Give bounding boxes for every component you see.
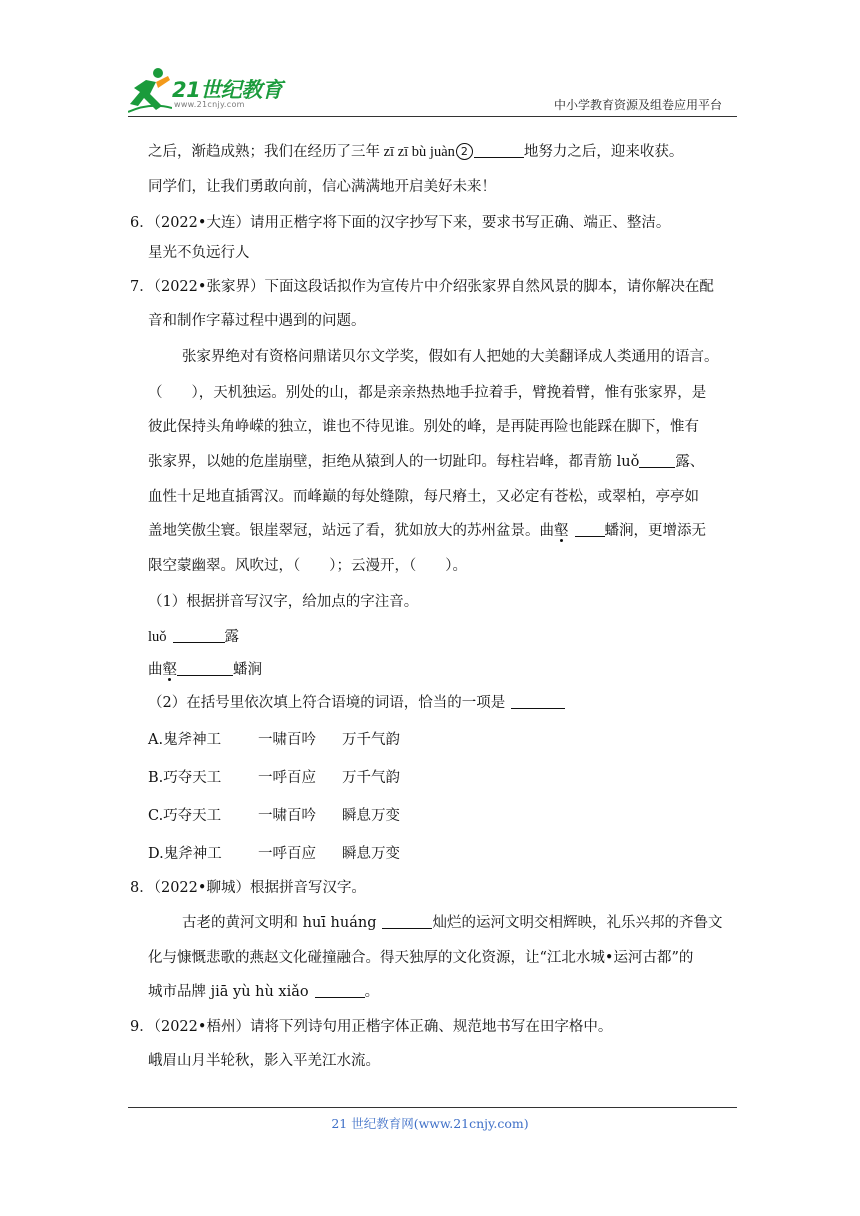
fill-blank[interactable] [474, 141, 524, 158]
answer-line: luǒ 露 [148, 625, 239, 649]
circled-number: 2 [456, 143, 473, 160]
paragraph-line: 之后，渐趋成熟；我们在经历了三年 zī zī bù juàn 2 地努力之后，迎来收获。 [148, 140, 683, 164]
footer-link[interactable]: 21 世纪教育网(www.21cnjy.com) [331, 1116, 529, 1131]
footer-divider [128, 1107, 737, 1108]
passage-line: 城市品牌 jiā yù hù xiǎo 。 [148, 980, 379, 1004]
header-divider [128, 116, 737, 117]
copy-sentence: 峨眉山月半轮秋，影入平羌江水流。 [148, 1053, 380, 1069]
logo [128, 66, 288, 116]
option-d[interactable]: D.鬼斧神工 一呼百应 瞬息万变 [148, 846, 400, 862]
sub-question-1: （1）根据拼音写汉字，给加点的字注音。 [148, 594, 419, 610]
fill-blank[interactable] [177, 659, 233, 676]
fill-blank[interactable] [315, 981, 365, 998]
passage-line: 盖地笑傲尘寰。银崖翠冠，站远了看，犹如放大的苏州盆景。曲壑 蟠涧，更增添无 [148, 519, 706, 543]
fill-blank[interactable] [575, 520, 605, 537]
passage-line: 化与慷慨悲歌的燕赵文化碰撞融合。得天独厚的文化资源，让“江北水城•运河古都”的 [148, 950, 694, 966]
logo-text: 21世纪教育 [172, 78, 283, 102]
passage-line: 限空蒙幽翠。风吹过，（ ）；云漫开，（ ）。 [148, 558, 467, 574]
passage-line: 张家界，以她的危崖崩壁，拒绝从猿到人的一切趾印。每柱岩峰，都青筋 luǒ 露、 [148, 450, 704, 474]
option-b[interactable]: B.巧夺天工 一呼百应 万千气韵 [148, 770, 400, 786]
sub-question-2: （2）在括号里依次填上符合语境的词语，恰当的一项是 [148, 691, 565, 715]
passage-line: 古老的黄河文明和 huī huáng 灿烂的运河文明交相辉映，礼乐兴邦的齐鲁文 [182, 911, 722, 935]
fill-blank[interactable] [173, 626, 225, 643]
question-7: 7．（2022•张家界）下面这段话拟作为宣传片中介绍张家界自然风景的脚本，请你解决在配 [130, 279, 714, 295]
question-8: 8．（2022•聊城）根据拼音写汉字。 [130, 880, 366, 896]
passage-line: 血性十足地直插霄汉。而峰巅的每处缝隙，每尺瘠土，又必定有苍松，或翠柏，亭亭如 [148, 489, 699, 505]
fill-blank[interactable] [639, 451, 675, 468]
passage-line: 张家界绝对有资格问鼎诺贝尔文学奖，假如有人把她的大美翻译成人类通用的语言。 [182, 349, 719, 365]
answer-line: 曲壑 蟠涧 [148, 658, 262, 682]
option-c[interactable]: C.巧夺天工 一啸百吟 瞬息万变 [148, 808, 400, 824]
logo-url: www.21cnjy.com [174, 100, 245, 109]
dotted-character: 壑 [554, 523, 569, 539]
copy-sentence: 星光不负远行人 [148, 245, 250, 261]
fill-blank[interactable] [382, 912, 432, 929]
option-a[interactable]: A.鬼斧神工 一啸百吟 万千气韵 [148, 732, 400, 748]
runner-logo-icon [128, 66, 172, 114]
platform-name: 中小学教育资源及组卷应用平台 [553, 98, 722, 112]
question-7-intro: 音和制作字幕过程中遇到的问题。 [148, 313, 366, 329]
fill-blank[interactable] [511, 692, 565, 709]
passage-line: 彼此保持头角峥嵘的独立，谁也不待见谁。别处的峰，是再陡再险也能踩在脚下，惟有 [148, 419, 699, 435]
page-header [0, 0, 860, 120]
paragraph-line: 同学们，让我们勇敢向前，信心满满地开启美好未来！ [148, 179, 496, 195]
passage-line: （ ），天机独运。别处的山，都是亲亲热热地手拉着手，臂挽着臂，惟有张家界，是 [148, 385, 707, 401]
question-9: 9．（2022•梧州）请将下列诗句用正楷字体正确、规范地书写在田字格中。 [130, 1019, 613, 1035]
question-6: 6．（2022•大连）请用正楷字将下面的汉字抄写下来，要求书写正确、端正、整洁。 [130, 215, 671, 231]
